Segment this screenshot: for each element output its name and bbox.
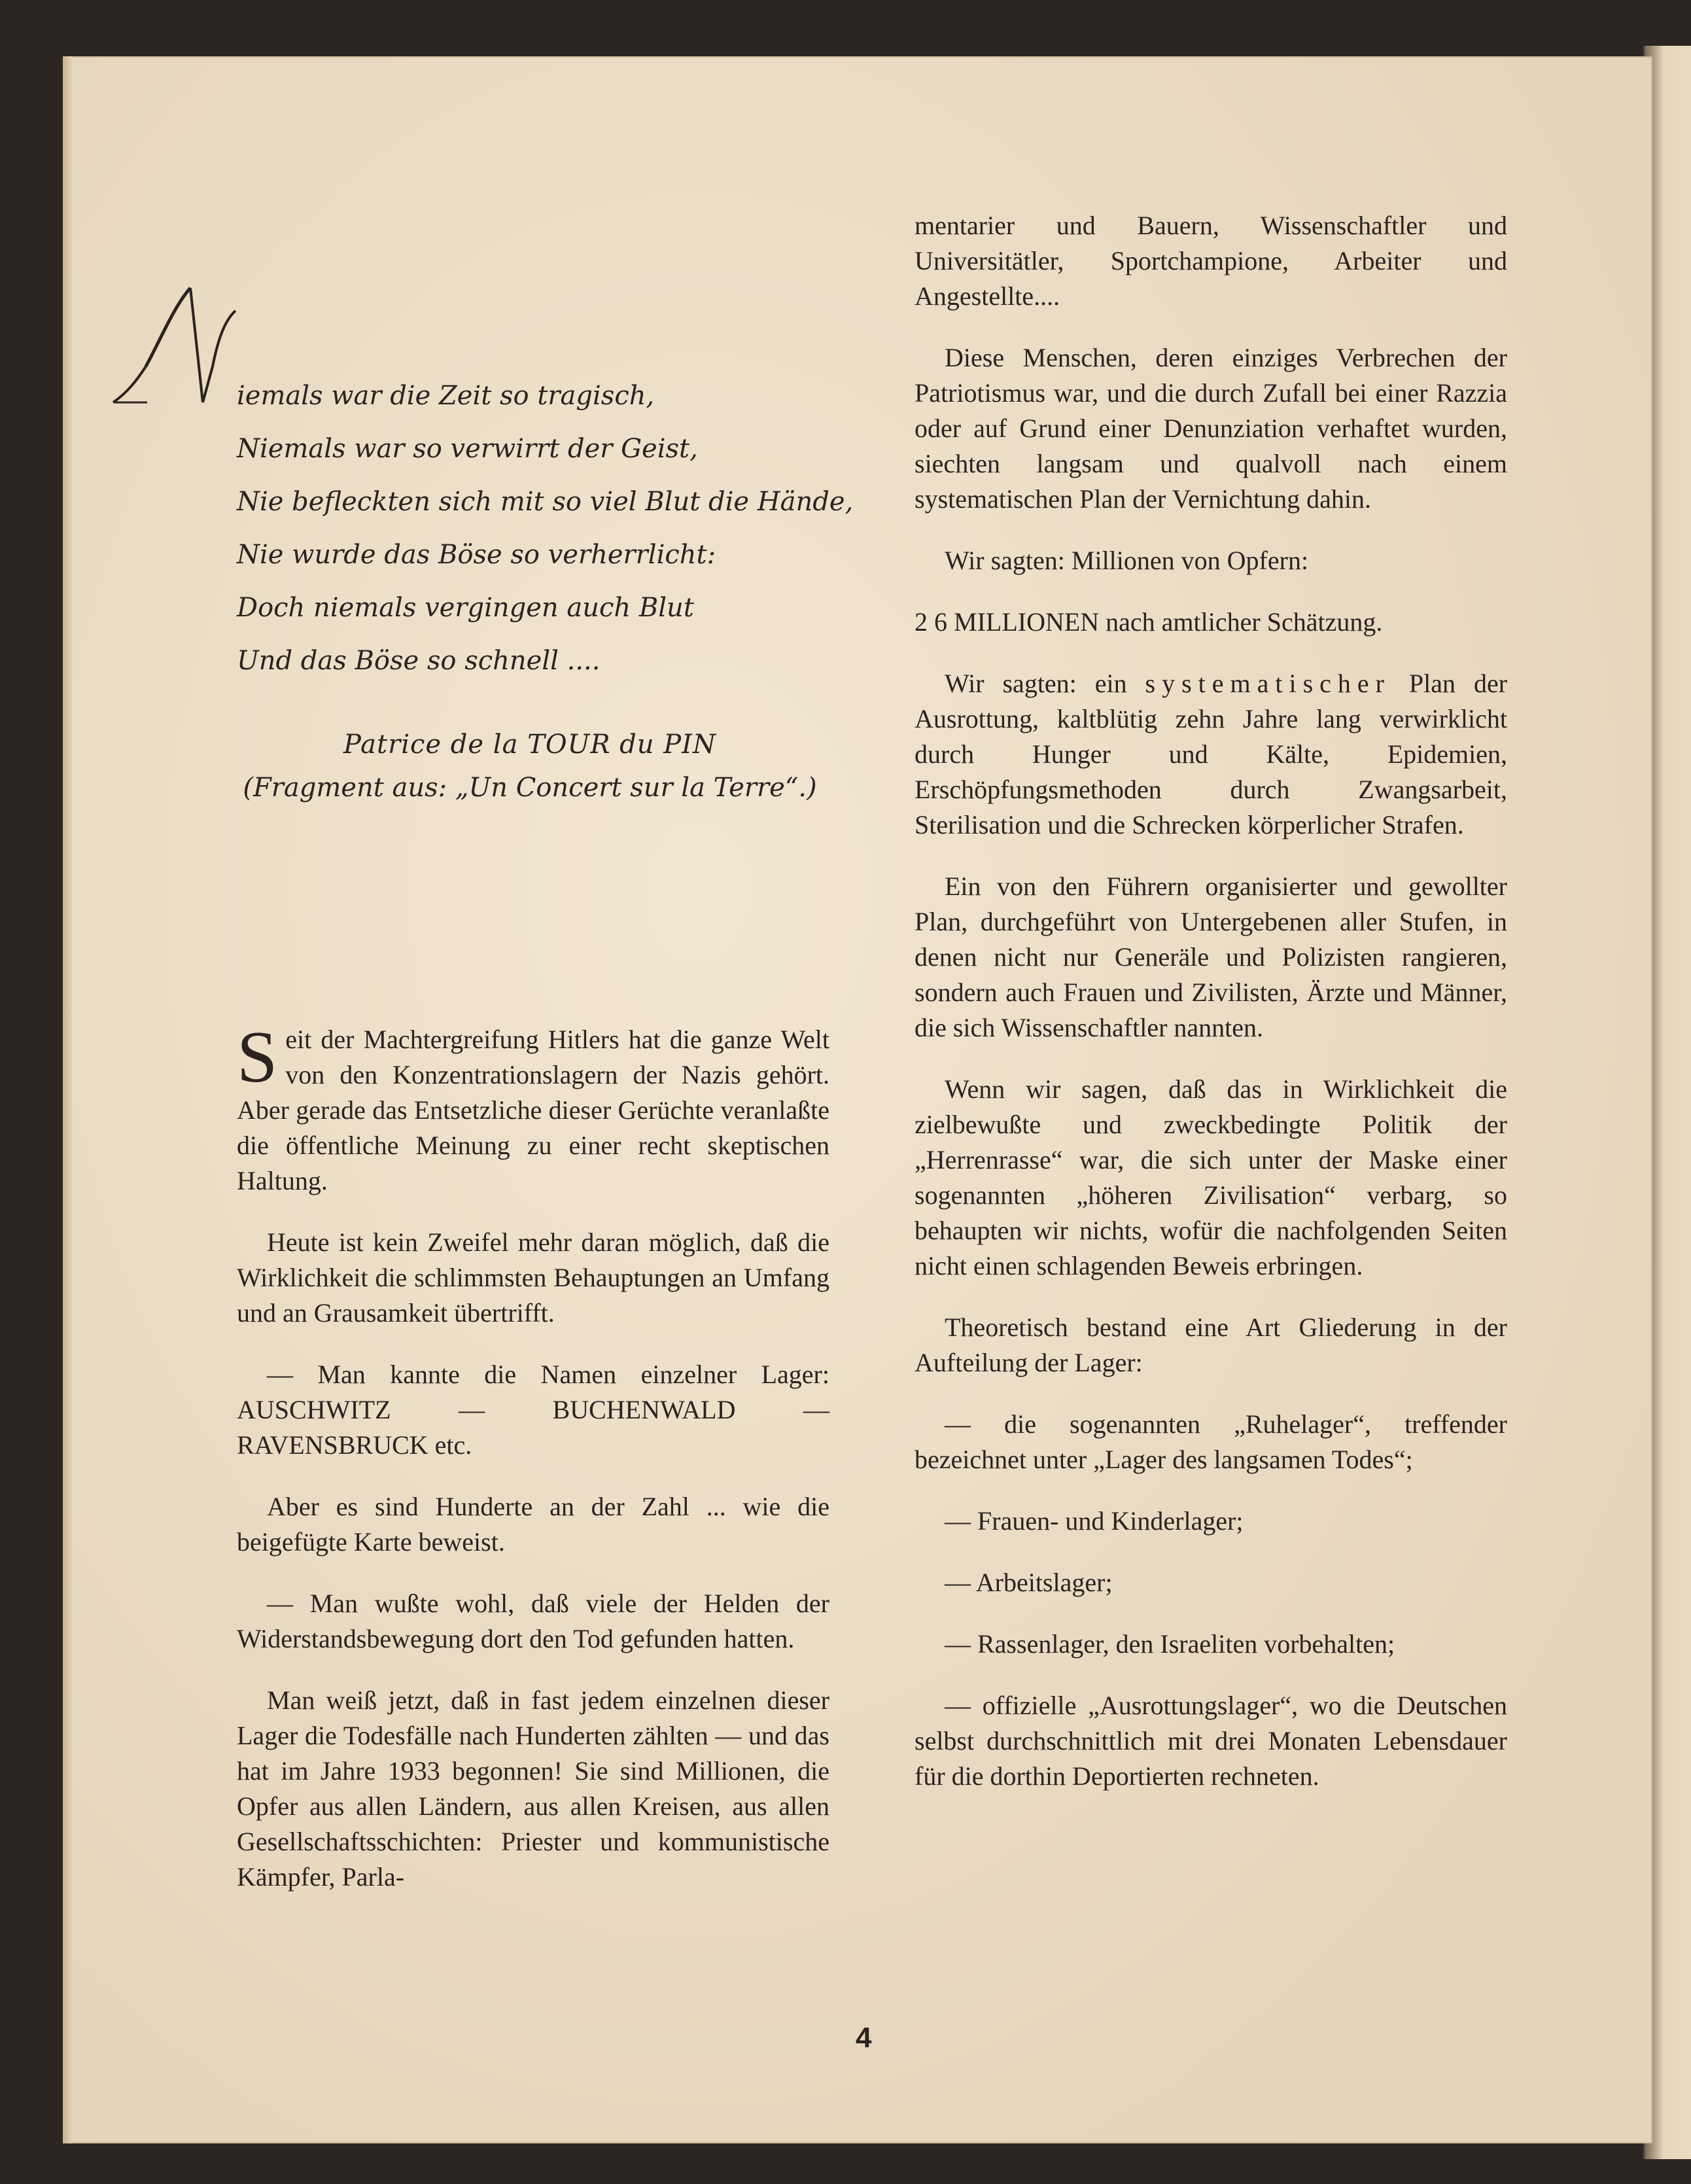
paragraph-3: — Man kannte die Namen einzelner Lager: AUSCHWITZ — BUCHENWALD — RAVENSBRUCK etc. <box>237 1360 829 1460</box>
paragraph-r8: Theoretisch bestand eine Art Gliederung in der Aufteilung der Lager: <box>915 1312 1507 1377</box>
paragraph-r7: Wenn wir sagen, daß das in Wirklichkeit die zielbewußte und zweckbedingte Politik der „Herrenrasse“ war, die sich unter der Maske einer sogenannten „höheren Zivilisation“ verbarg, so behaupten wir nichts, wofür die nachfolgenden Seiten nicht einen schlagenden Beweis erbringen. <box>915 1074 1507 1280</box>
paragraph-r2: Diese Menschen, deren einziges Verbrechen der Patriotismus war, und die durch Zufall bei einer Razzia oder auf Grund einer Denunziation verhaftet wurden, siechten langsam und qualvoll nach einem systematischen Plan der Vernichtung dahin. <box>915 343 1507 514</box>
poem-source: (Fragment aus: „Un Concert sur la Terre“.) <box>243 773 817 803</box>
paragraph-r5-pre: Wir sagten: ein <box>945 669 1127 698</box>
list-item-arbeitslager: — Arbeitslager; <box>945 1568 1113 1597</box>
poem-line-2: Niemals war so verwirrt der Geist, <box>237 434 698 464</box>
dropcap-s: S <box>237 1017 278 1098</box>
poem-line-6: Und das Böse so schnell .... <box>237 646 601 676</box>
poem-attribution <box>226 723 834 809</box>
right-column <box>915 208 1507 1820</box>
paragraph-2: Heute ist kein Zweifel mehr daran möglich, daß die Wirklichkeit die schlimmsten Behauptungen an Umfang und an Grausamkeit übertrifft. <box>237 1227 829 1328</box>
poem <box>237 370 854 688</box>
paragraph-r1: mentarier und Bauern, Wissenschaftler und Universitätler, Sportchampione, Arbeiter und Angestellte.... <box>915 211 1507 311</box>
paragraph-5: — Man wußte wohl, daß viele der Helden der Widerstandsbewegung dort den Tod gefunden hatten. <box>237 1589 829 1653</box>
paragraph-r3: Wir sagten: Millionen von Opfern: <box>945 546 1309 575</box>
poem-author: Patrice de la TOUR du PIN <box>343 730 716 760</box>
paragraph-intro <box>237 1017 829 1199</box>
list-item-ruhelager: — die sogenannten „Ruhelager“, treffender bezeichnet unter „Lager des langsamen Todes“; <box>915 1409 1507 1474</box>
paragraph-r5-post: Plan der Ausrottung, kaltblütig zehn Jahre lang verwirklicht durch Hunger und Kälte, Epidemien, Erschöpfungsmethoden durch Zwangsarbeit, Sterilisation und die Schrecken körperlicher Strafen. <box>915 669 1508 839</box>
list-item-rassenlager: — Rassenlager, den Israeliten vorbehalten; <box>945 1629 1395 1659</box>
poem-line-3: Nie befleckten sich mit so viel Blut die Hände, <box>237 487 854 517</box>
paragraph-r5 <box>915 666 1507 843</box>
list-item-ausrottungslager: — offizielle „Ausrottungslager“, wo die Deutschen selbst durchschnittlich mit drei Monaten Lebensdauer für die dorthin Deportierten rechneten. <box>915 1691 1507 1791</box>
paragraph-4: Aber es sind Hunderte an der Zahl ... wie die beigefügte Karte beweist. <box>237 1492 829 1557</box>
page-left-edge <box>63 56 72 2143</box>
poem-line-4: Nie wurde das Böse so verherrlicht: <box>237 540 716 570</box>
poem-line-5: Doch niemals vergingen auch Blut <box>237 593 694 623</box>
poem-line-1: iemals war die Zeit so tragisch, <box>237 381 655 411</box>
left-column <box>237 1017 829 1921</box>
paragraph-r4: 2 6 MILLIONEN nach amtlicher Schätzung. <box>915 607 1383 637</box>
paragraph-r6: Ein von den Führern organisierter und gewollter Plan, durchgeführt von Untergebenen aller Stufen, in denen nicht nur Generäle und Polizisten rangieren, sondern auch Frauen und Zivilisten, Ärzte und Männer, die sich Wissenschaftler nannten. <box>915 872 1507 1042</box>
paragraph-6: Man weiß jetzt, daß in fast jedem einzelnen dieser Lager die Todesfälle nach Hunderten zählten — und das hat im Jahre 1933 begonnen! Sie sind Millionen, die Opfer aus allen Ländern, aus allen Kreisen, aus allen Gesellschaftsschichten: Priester und kommunistische Kämpfer, Parla- <box>237 1685 829 1892</box>
list-item-frauenlager: — Frauen- und Kinderlager; <box>945 1506 1244 1536</box>
dropcap-n-calligraphic <box>108 281 258 412</box>
paragraph-intro-text: eit der Machtergreifung Hitlers hat die ganze Welt von den Konzentrationslagern der Nazis gehört. Aber gerade das Entsetzliche dieser Gerüchte veranlaßte die öffentliche Meinung zu einer recht skeptischen Haltung. <box>237 1025 829 1195</box>
page-number: 4 <box>856 2022 872 2054</box>
paragraph-r5-spaced: systematischer <box>1145 669 1391 698</box>
